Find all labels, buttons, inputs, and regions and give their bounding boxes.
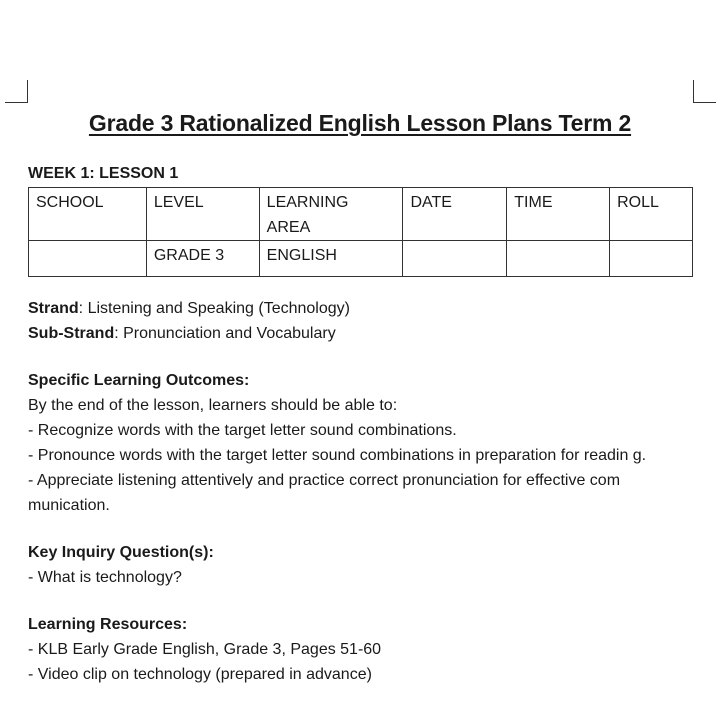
- inquiry-heading: Key Inquiry Question(s):: [28, 544, 214, 561]
- strand-value: : Listening and Speaking (Technology): [78, 300, 350, 317]
- table-row: [29, 241, 693, 277]
- week-lesson-label: WEEK 1: LESSON 1: [28, 165, 179, 182]
- document-title: Grade 3 Rationalized English Lesson Plans Term 2: [88, 110, 632, 136]
- lesson-info-table: [28, 187, 693, 277]
- sub-strand-line: [28, 321, 700, 346]
- list-item: - KLB Early Grade English, Grade 3, Pages 51-60: [28, 641, 382, 658]
- table-cell-date: [403, 241, 507, 277]
- strand-label: Strand: [28, 300, 79, 317]
- strand-line: [28, 296, 700, 321]
- table-cell-learning-area: ENGLISH: [259, 241, 403, 277]
- list-item: - What is technology?: [28, 569, 182, 586]
- table-header-cell: TIME: [507, 188, 610, 241]
- table-cell-roll: [610, 241, 693, 277]
- table-header-cell: ROLL: [610, 188, 693, 241]
- table-cell-school: [29, 241, 147, 277]
- sub-strand-label: Sub-Strand: [28, 325, 115, 342]
- table-cell-level: GRADE 3: [146, 241, 259, 277]
- list-item: - Appreciate listening attentively and practice correct pronunciation for effective com munication.: [28, 472, 621, 514]
- outcomes-heading: Specific Learning Outcomes:: [28, 372, 250, 389]
- table-header-cell: LEVEL: [146, 188, 259, 241]
- table-header-cell: DATE: [403, 188, 507, 241]
- table-header-row: [29, 188, 693, 241]
- list-item: - Recognize words with the target letter sound combinations.: [28, 422, 457, 439]
- list-item: - Pronounce words with the target letter sound combinations in preparation for readin g.: [28, 447, 647, 464]
- page-corner-mark-right: [693, 80, 716, 103]
- page-corner-mark-left: [5, 80, 28, 103]
- lesson-content: [28, 296, 700, 687]
- table-cell-time: [507, 241, 610, 277]
- list-item: - Video clip on technology (prepared in advance): [28, 666, 372, 683]
- sub-strand-value: : Pronunciation and Vocabulary: [114, 325, 336, 342]
- resources-heading: Learning Resources:: [28, 616, 188, 633]
- table-header-cell: SCHOOL: [29, 188, 147, 241]
- table-header-cell: LEARNING AREA: [259, 188, 403, 241]
- outcomes-intro: By the end of the lesson, learners should be able to:: [28, 397, 398, 414]
